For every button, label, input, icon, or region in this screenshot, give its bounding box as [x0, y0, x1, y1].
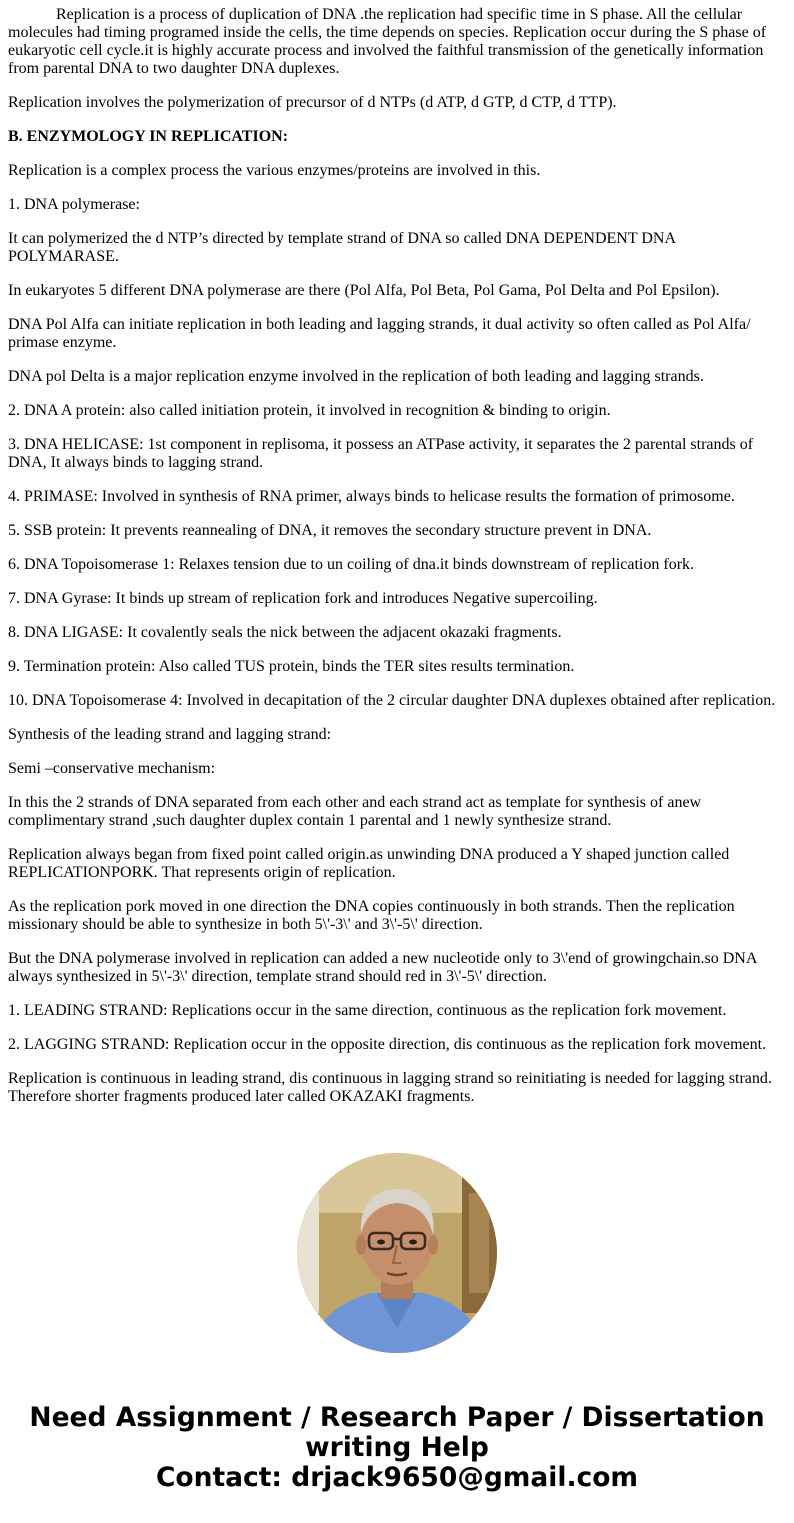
paragraph: 9. Termination protein: Also called TUS protein, binds the TER sites results termination.	[8, 658, 575, 675]
promo-line-1: Need Assignment / Research Paper / Dissertation	[29, 1402, 765, 1433]
paragraph: Synthesis of the leading strand and lagging strand:	[8, 726, 332, 743]
paragraph-intro: Replication is a process of duplication of DNA .the replication had specific time in S phase. All the cellular molecules had timing programed inside the cells, the time depends on species. Replication occur during the S phase of eukaryotic cell cycle.it is highly accurate process and involved the faithful transmission of the genetically information from parental DNA to two daughter DNA duplexes.	[8, 6, 767, 77]
author-avatar	[297, 1153, 497, 1353]
paragraph: As the replication pork moved in one direction the DNA copies continuously in both strands. Then the replication missionary should be able to synthesize in both 5\'-3\' and 3\'-5\' direction.	[8, 898, 735, 933]
paragraph: 5. SSB protein: It prevents reannealing of DNA, it removes the secondary structure prevent in DNA.	[8, 522, 652, 539]
paragraph: Replication is continuous in leading strand, dis continuous in lagging strand so reinitiating is needed for lagging strand. Therefore shorter fragments produced later called OKAZAKI fragments.	[8, 1070, 772, 1105]
paragraph: 1. DNA polymerase:	[8, 196, 140, 213]
paragraph: 3. DNA HELICASE: 1st component in replisoma, it possess an ATPase activity, it separates the 2 parental strands of DNA, It always binds to lagging strand.	[8, 436, 754, 471]
paragraph: But the DNA polymerase involved in replication can added a new nucleotide only to 3\'end of growingchain.so DNA always synthesized in 5\'-3\' direction, template strand should red in 3\'-5\' direction.	[8, 950, 757, 985]
paragraph: 2. DNA A protein: also called initiation protein, it involved in recognition & binding to origin.	[8, 402, 611, 419]
paragraph: 8. DNA LIGASE: It covalently seals the nick between the adjacent okazaki fragments.	[8, 624, 562, 641]
paragraph: 7. DNA Gyrase: It binds up stream of replication fork and introduces Negative supercoiling.	[8, 590, 598, 607]
author-portrait	[297, 1153, 497, 1353]
paragraph: 1. LEADING STRAND: Replications occur in the same direction, continuous as the replication fork movement.	[8, 1002, 727, 1019]
paragraph: 4. PRIMASE: Involved in synthesis of RNA primer, always binds to helicase results the formation of primosome.	[8, 488, 735, 505]
paragraph: DNA pol Delta is a major replication enzyme involved in the replication of both leading and lagging strands.	[8, 368, 704, 385]
paragraph: 10. DNA Topoisomerase 4: Involved in decapitation of the 2 circular daughter DNA duplexes obtained after replication.	[8, 692, 776, 709]
paragraph: 6. DNA Topoisomerase 1: Relaxes tension due to un coiling of dna.it binds downstream of replication fork.	[8, 556, 695, 573]
paragraph: Replication always began from fixed point called origin.as unwinding DNA produced a Y shaped junction called REPLICATIONPORK. That represents origin of replication.	[8, 846, 730, 881]
paragraph: In eukaryotes 5 different DNA polymerase are there (Pol Alfa, Pol Beta, Pol Gama, Pol Delta and Pol Epsilon).	[8, 282, 720, 299]
promo-line-2: writing Help	[305, 1432, 489, 1463]
promo-footer	[0, 1403, 794, 1493]
article-body	[8, 6, 786, 1122]
paragraph: 2. LAGGING STRAND: Replication occur in the opposite direction, dis continuous as the replication fork movement.	[8, 1036, 767, 1053]
paragraph: In this the 2 strands of DNA separated from each other and each strand act as template for synthesis of anew complimentary strand ,such daughter duplex contain 1 parental and 1 newly synthesize strand.	[8, 794, 702, 829]
section-heading: B. ENZYMOLOGY IN REPLICATION:	[8, 128, 289, 145]
paragraph: DNA Pol Alfa can initiate replication in both leading and lagging strands, it dual activity so often called as Pol Alfa/ primase enzyme.	[8, 316, 751, 351]
paragraph: It can polymerized the d NTP’s directed by template strand of DNA so called DNA DEPENDENT DNA POLYMARASE.	[8, 230, 676, 265]
paragraph: Replication is a complex process the various enzymes/proteins are involved in this.	[8, 162, 541, 179]
promo-contact: Contact: drjack9650@gmail.com	[155, 1462, 639, 1493]
paragraph-dntps: Replication involves the polymerization of precursor of d NTPs (d ATP, d GTP, d CTP, d TTP).	[8, 94, 617, 111]
paragraph: Semi –conservative mechanism:	[8, 760, 216, 777]
